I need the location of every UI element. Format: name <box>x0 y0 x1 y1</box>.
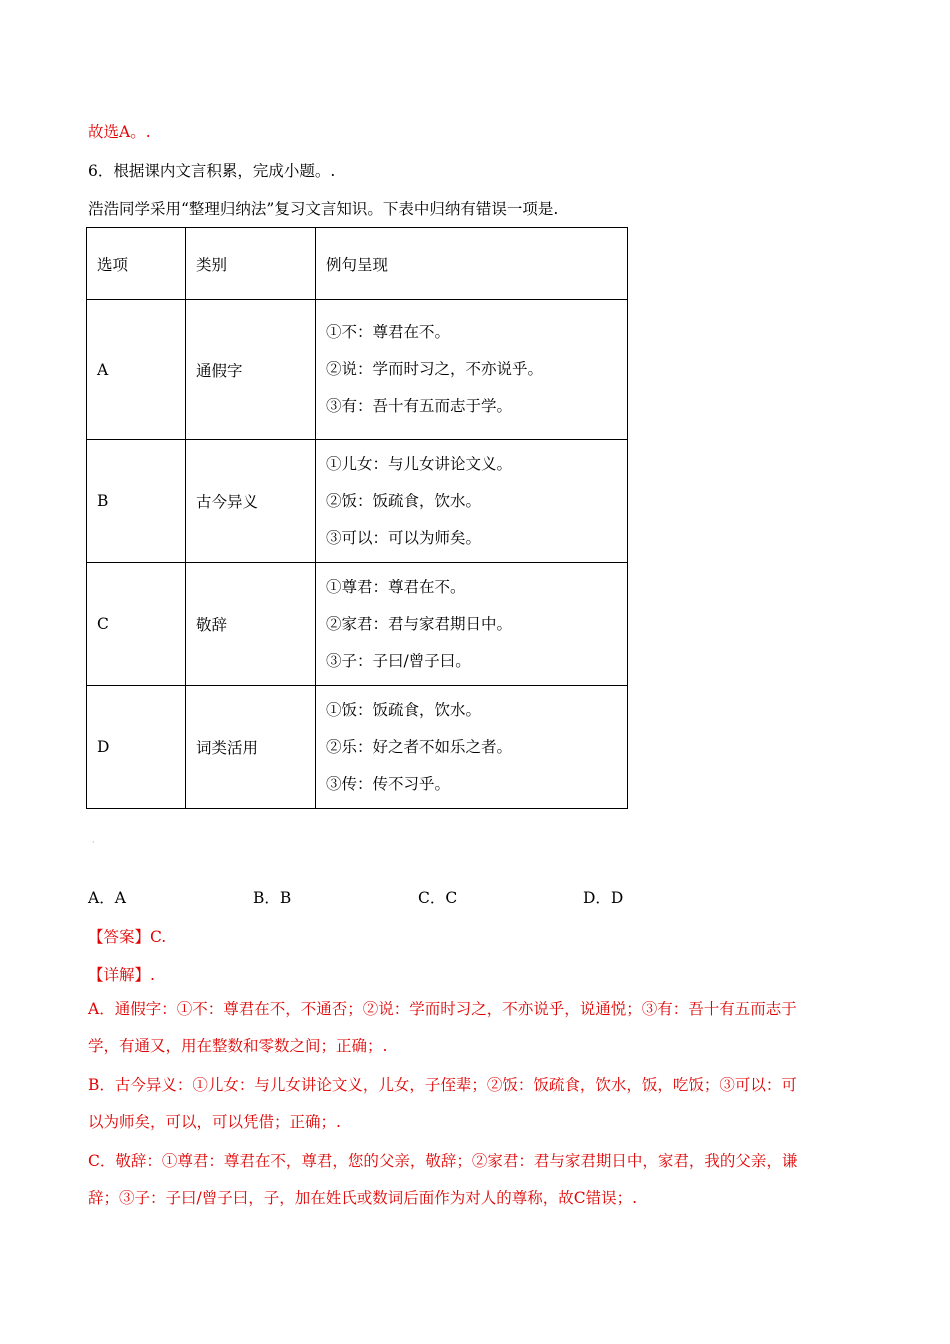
table-header-row <box>87 228 628 300</box>
stray-mark: · <box>92 838 95 847</box>
explanation-line: B．古今异义：①儿女：与儿女讲论文义，儿女，子侄辈；②饭：饭疏食，饮水，饭，吃饭；③可以：可 <box>88 1076 797 1094</box>
explanation-b <box>88 1067 852 1140</box>
example-line: ③有：吾十有五而志于学。 <box>326 397 513 415</box>
table-row <box>87 686 628 809</box>
table-row <box>87 563 628 686</box>
row-examples <box>316 563 628 686</box>
row-category: 古今异义 <box>186 440 316 563</box>
row-category: 敬辞 <box>186 563 316 686</box>
detail-label: 【详解】. <box>88 966 155 984</box>
example-line: ②家君：君与家君期日中。 <box>326 614 513 633</box>
table-row <box>87 440 628 563</box>
row-examples <box>316 686 628 809</box>
explanation-line: C．敬辞：①尊君：尊君在不，尊君，您的父亲，敬辞；②家君：君与家君期日中，家君，我的父亲，谦 <box>88 1152 798 1170</box>
explanation-a <box>88 991 852 1064</box>
example-line: ①儿女：与儿女讲论文义。 <box>326 454 513 473</box>
knowledge-table <box>86 227 628 809</box>
question-title: 6．根据课内文言积累，完成小题。. <box>88 162 336 180</box>
example-line: ②乐：好之者不如乐之者。 <box>326 737 513 756</box>
example-line: ③传：传不习乎。 <box>326 774 451 793</box>
header-examples: 例句呈现 <box>316 228 628 300</box>
header-option: 选项 <box>87 228 186 300</box>
explanation-line: 以为师矣，可以，可以凭借；正确；. <box>88 1112 341 1131</box>
row-examples <box>316 440 628 563</box>
row-option: D <box>87 686 186 809</box>
example-line: ②说：学而时习之，不亦说乎。 <box>326 360 544 378</box>
answer-label: 【答案】C. <box>88 928 167 946</box>
choice-d: D．D <box>583 889 624 907</box>
row-category: 通假字 <box>186 300 316 440</box>
row-category: 词类活用 <box>186 686 316 809</box>
choice-c: C．C <box>418 889 458 907</box>
choice-b: B．B <box>253 889 292 907</box>
explanation-line: A．通假字：①不：尊君在不，不通否；②说：学而时习之，不亦说乎，说通悦；③有：吾十有五而志于 <box>88 1000 797 1018</box>
example-line: ②饭：饭疏食，饮水。 <box>326 491 482 510</box>
explanation-line: 学，有通又，用在整数和零数之间；正确；. <box>88 1036 388 1055</box>
example-line: ①不：尊君在不。 <box>326 323 451 341</box>
explanation-c <box>88 1143 852 1216</box>
example-line: ③子：子曰/曾子曰。 <box>326 651 471 670</box>
question-stem: 浩浩同学采用“整理归纳法”复习文言知识。下表中归纳有错误一项是. <box>88 200 559 218</box>
row-option: C <box>87 563 186 686</box>
row-option: A <box>87 300 186 440</box>
explanation-line: 辞；③子：子曰/曾子曰，子，加在姓氏或数词后面作为对人的尊称，故C错误；. <box>88 1188 638 1207</box>
table-row <box>87 300 628 440</box>
row-examples <box>316 300 628 440</box>
header-category: 类别 <box>186 228 316 300</box>
example-line: ①饭：饭疏食，饮水。 <box>326 700 482 719</box>
row-option: B <box>87 440 186 563</box>
example-line: ③可以：可以为师矣。 <box>326 528 482 547</box>
example-line: ①尊君：尊君在不。 <box>326 577 466 596</box>
previous-answer: 故选A。. <box>88 123 151 141</box>
choice-a: A．A <box>88 889 126 907</box>
